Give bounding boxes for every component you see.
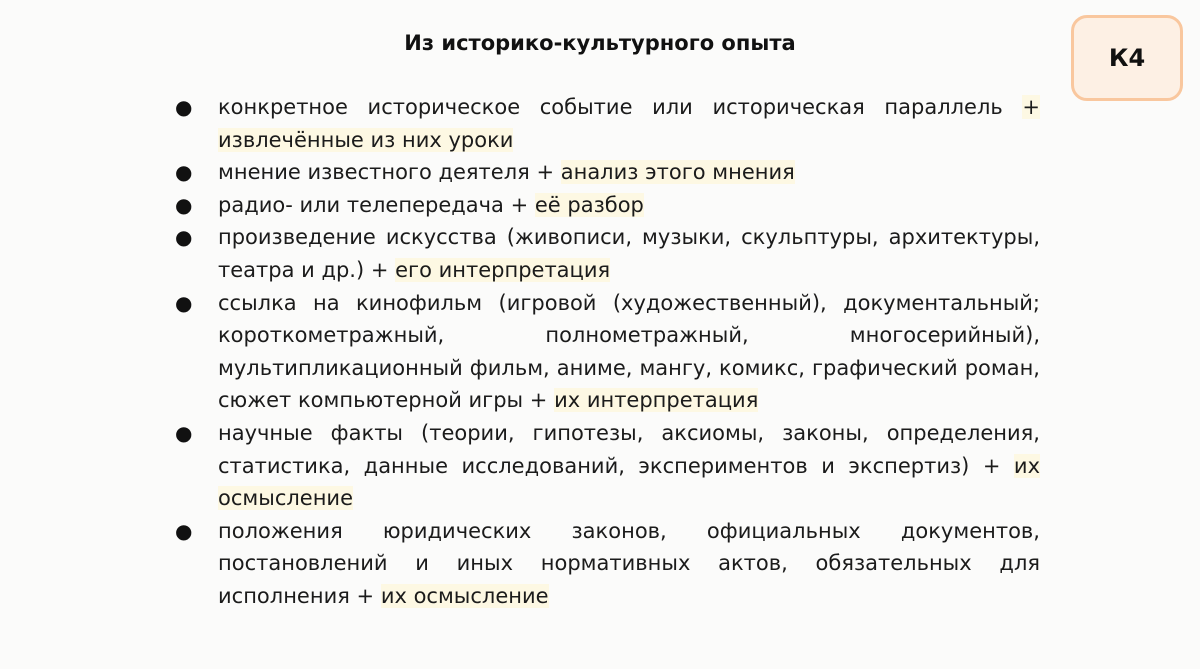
list-item	[175, 221, 1040, 286]
bullet-icon: ●	[175, 518, 193, 543]
list-item	[175, 417, 1040, 515]
list-item	[175, 189, 1040, 222]
item-highlight: + извлечённые из них уроки	[218, 95, 1040, 152]
item-text: радио- или телепередача +	[218, 192, 535, 217]
list-item	[175, 287, 1040, 417]
bullet-icon: ●	[175, 420, 193, 445]
list-item	[175, 91, 1040, 156]
item-highlight: их интерпретация	[554, 388, 759, 413]
item-text: ссылка на кинофильм (игровой (художественный), документальный; короткометражный, полнометражный, многосерийный), мультипликационный фильм, аниме, мангу, комикс, графический роман, сюжет компьютерной игры +	[218, 290, 1040, 413]
bullet-list	[175, 91, 1040, 613]
bullet-icon: ●	[175, 225, 193, 250]
item-highlight: их осмысление	[218, 453, 1040, 511]
item-text: произведение искусства (живописи, музыки, скульптуры, архитектуры, театра и др.) +	[218, 225, 1040, 282]
list-item	[175, 515, 1040, 613]
bullet-icon: ●	[175, 290, 193, 315]
item-text: положения юридических законов, официальных документов, постановлений и иных нормативных актов, обязательных для исполнения +	[218, 518, 1040, 608]
bullet-icon: ●	[175, 160, 193, 185]
page-title: Из историко-культурного опыта	[404, 31, 796, 55]
bullet-icon: ●	[175, 192, 193, 217]
item-text: научные факты (теории, гипотезы, аксиомы, законы, определения, статистика, данные исследований, экспериментов и экспертиз) +	[218, 420, 1040, 478]
list-item	[175, 156, 1040, 189]
item-highlight: его интерпретация	[395, 257, 611, 282]
item-highlight: её разбор	[534, 192, 644, 217]
criterion-badge: К4	[1071, 15, 1183, 101]
item-highlight: анализ этого мнения	[560, 160, 795, 185]
item-text: конкретное историческое событие или историческая параллель	[218, 95, 1023, 119]
item-text: мнение известного деятеля +	[218, 160, 561, 185]
bullet-icon: ●	[175, 95, 193, 119]
item-highlight: их осмысление	[380, 583, 549, 608]
